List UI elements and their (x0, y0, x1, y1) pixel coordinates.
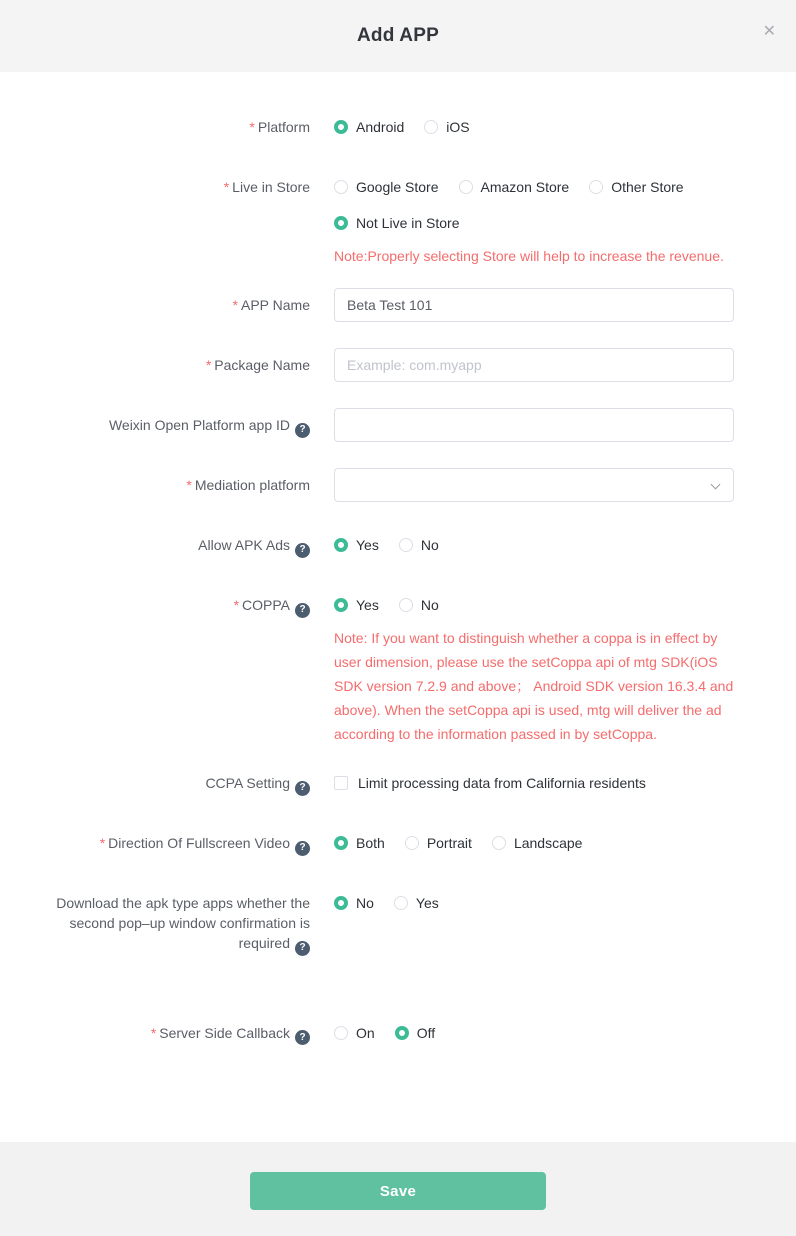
required-marker: * (232, 297, 238, 313)
live-in-store-label: * Live in Store (223, 179, 310, 195)
help-icon[interactable]: ? (295, 941, 310, 956)
radio-direction-portrait[interactable]: Portrait (405, 835, 472, 851)
radio-coppa-no[interactable]: No (399, 597, 439, 613)
coppa-note: Note: If you want to distinguish whether a coppa is in effect by user dimension, please use the setCoppa api of mtg SDK(iOS SDK version 7.2.9 and above； Android SDK version 16.3.4 and above). When the setCoppa api is used, mtg will deliver the ad according to the information passed in by setCoppa. (334, 630, 734, 742)
radio-icon (334, 538, 348, 552)
radio-icon (334, 180, 348, 194)
save-button[interactable]: Save (250, 1172, 546, 1210)
row-mediation-platform (0, 468, 796, 502)
radio-icon (394, 896, 408, 910)
radio-coppa-yes[interactable]: Yes (334, 597, 379, 613)
radio-direction-landscape[interactable]: Landscape (492, 835, 583, 851)
radio-allow-apk-yes[interactable]: Yes (334, 537, 379, 553)
radio-icon (424, 120, 438, 134)
row-allow-apk-ads (0, 528, 796, 562)
radio-google-store[interactable]: Google Store (334, 179, 439, 195)
weixin-app-id-input[interactable] (334, 408, 734, 442)
help-icon[interactable]: ? (295, 1030, 310, 1045)
row-weixin-app-id (0, 408, 796, 442)
apk-confirmation-radio-group (334, 886, 459, 920)
radio-icon (399, 538, 413, 552)
radio-icon (405, 836, 419, 850)
apk-confirmation-label: Download the apk type apps whether the second pop–up window confirmation is required ? (0, 886, 310, 956)
row-coppa (0, 588, 796, 746)
weixin-app-id-label: Weixin Open Platform app ID ? (0, 408, 310, 438)
dialog-header (0, 0, 796, 72)
radio-icon (334, 598, 348, 612)
ccpa-checkbox[interactable]: Limit processing data from California residents (334, 766, 646, 800)
live-in-store-control (334, 170, 734, 268)
package-name-label: * Package Name (205, 357, 310, 373)
radio-callback-on[interactable]: On (334, 1025, 375, 1041)
required-marker: * (186, 477, 192, 493)
coppa-label: * COPPA ? (0, 588, 310, 618)
app-name-input[interactable] (334, 288, 734, 322)
help-icon[interactable]: ? (295, 543, 310, 558)
store-radio-group-row1 (334, 170, 734, 204)
radio-icon (459, 180, 473, 194)
required-marker: * (223, 179, 230, 195)
help-icon[interactable]: ? (295, 603, 310, 618)
server-callback-label: * Server Side Callback ? (0, 1016, 310, 1046)
required-marker: * (150, 1024, 157, 1041)
dialog-footer (0, 1142, 796, 1236)
platform-radio-group (334, 110, 490, 144)
radio-amazon-store[interactable]: Amazon Store (459, 179, 570, 195)
radio-not-live-in-store[interactable]: Not Live in Store (334, 215, 460, 231)
row-app-name (0, 288, 796, 322)
allow-apk-ads-label: Allow APK Ads ? (0, 528, 310, 558)
platform-label: * Platform (249, 119, 310, 135)
page-title: Add APP (357, 25, 439, 46)
required-marker: * (249, 119, 255, 135)
ccpa-setting-label: CCPA Setting ? (0, 766, 310, 796)
required-marker: * (233, 597, 240, 613)
radio-icon (395, 1026, 409, 1040)
mediation-platform-select[interactable] (334, 468, 734, 502)
app-name-label: * APP Name (232, 297, 310, 313)
radio-icon (334, 120, 348, 134)
dialog-body (0, 72, 796, 1142)
radio-other-store[interactable]: Other Store (589, 179, 683, 195)
store-note: Note:Properly selecting Store will help to increase the revenue. (334, 248, 724, 264)
radio-icon (334, 836, 348, 850)
coppa-radio-group (334, 588, 734, 622)
radio-icon (589, 180, 603, 194)
radio-icon (334, 216, 348, 230)
required-marker: * (99, 835, 106, 851)
fullscreen-direction-radio-group (334, 826, 602, 860)
store-radio-group-row2 (334, 206, 734, 240)
required-marker: * (205, 357, 212, 373)
row-apk-confirmation (0, 886, 796, 956)
radio-callback-off[interactable]: Off (395, 1025, 435, 1041)
help-icon[interactable]: ? (295, 841, 310, 856)
checkbox-icon (334, 776, 348, 790)
radio-apk-confirm-no[interactable]: No (334, 895, 374, 911)
radio-icon (399, 598, 413, 612)
row-package-name (0, 348, 796, 382)
row-server-callback (0, 1016, 796, 1050)
help-icon[interactable]: ? (295, 781, 310, 796)
radio-icon (334, 1026, 348, 1040)
radio-platform-android[interactable]: Android (334, 119, 404, 135)
fullscreen-direction-label: * Direction Of Fullscreen Video ? (0, 826, 310, 856)
row-live-in-store (0, 170, 796, 268)
row-ccpa-setting (0, 766, 796, 800)
chevron-down-icon (711, 480, 721, 490)
package-name-input[interactable] (334, 348, 734, 382)
server-callback-radio-group (334, 1016, 455, 1050)
help-icon[interactable]: ? (295, 423, 310, 438)
radio-allow-apk-no[interactable]: No (399, 537, 439, 553)
radio-apk-confirm-yes[interactable]: Yes (394, 895, 439, 911)
row-platform (0, 110, 796, 144)
row-fullscreen-direction (0, 826, 796, 860)
mediation-platform-label: * Mediation platform (186, 477, 310, 493)
close-icon[interactable]: ✕ (762, 23, 776, 40)
radio-icon (334, 896, 348, 910)
radio-direction-both[interactable]: Both (334, 835, 385, 851)
allow-apk-ads-radio-group (334, 528, 459, 562)
radio-platform-ios[interactable]: iOS (424, 119, 469, 135)
radio-icon (492, 836, 506, 850)
coppa-control (334, 588, 734, 746)
